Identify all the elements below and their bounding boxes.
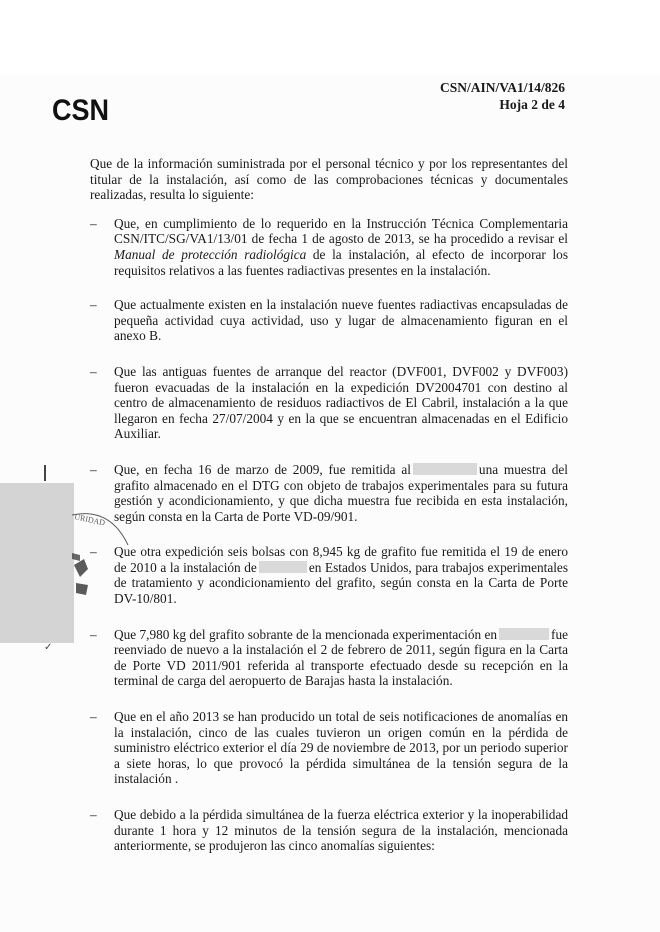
list-dash: – [90, 709, 97, 725]
redacted-margin-block [0, 483, 74, 643]
list-item: – Que, en cumplimiento de lo requerido en la Instrucción Técnica Complementaria CSN/ITC/SG/VA1/13/01 de fecha 1 de agosto de 2013, se ha procedido a revisar el Manual de protección radiológica de la instalación, al efecto de incorporar los requisitos relativos a las fuentes radiactivas presentes en la instalación. [90, 215, 568, 278]
csn-logo: CSN [52, 94, 110, 127]
list-item: – Que actualmente existen en la instalación nueve fuentes radiactivas encapsuladas de pequeña actividad cuya actividad, uso y lugar de almacenamiento figuran en el anexo B. [90, 297, 568, 344]
list-dash: – [90, 461, 97, 477]
list-item: – Que, en fecha 16 de marzo de 2009, fue remitida al una muestra del grafito almacenado en el DTG con objeto de trabajos experimentales para su futura gestión y acondicionamiento, y que dicha muestra fue recibida en esta instalación, según consta en la Carta de Porte VD-09/901. [90, 461, 568, 524]
manual-title: Manual de protección radiológica [114, 246, 307, 262]
list-dash: – [90, 215, 97, 231]
list-dash: – [90, 363, 97, 379]
seal-text: URIDAD [73, 512, 106, 528]
list-item: – Que en el año 2013 se han producido un total de seis notificaciones de anomalías en la instalación, cinco de las cuales tuvieron un origen común en la pérdida de suministro eléctrico exterior el día 29 de noviembre de 2013, por un periodo superior a siete horas, lo que provocó la pérdida simultánea de la tensión segura de la instalación . [90, 709, 568, 787]
list-dash: – [90, 807, 97, 822]
list-item: – Que 7,980 kg del grafito sobrante de la mencionada experimentación en fue reenviado de nuevo a la instalación el 2 de febrero de 2011, según figura en la Carta de Porte VD 2011/901 referida al transporte efectuado desde su recepción en la terminal de carga del aeropuerto de Barajas hasta la instalación. [90, 626, 568, 689]
list-dash: – [90, 626, 97, 642]
margin-mark [44, 465, 46, 481]
list-dash: – [90, 544, 97, 560]
list-item: – Que debido a la pérdida simultánea de la fuerza eléctrica exterior y la inoperabilidad durante 1 hora y 12 minutos de la tensión segura de la instalación, mencionada anteriormente, se produjeron las cinco anomalías siguientes: [90, 807, 568, 854]
intro-paragraph: Que de la información suministrada por el personal técnico y por los representantes del titular de la instalación, así como de las comprobaciones técnicas y documentales realizadas, resulta lo siguiente: [90, 156, 568, 203]
margin-check-mark: ✓ [44, 642, 53, 653]
list-item: – Que otra expedición seis bolsas con 8,945 kg de grafito fue remitida el 19 de enero de 2010 a la instalación de en Estados Unidos, para trabajos experimentales de tratamiento y acondicionamiento del grafito, según consta en la Carta de Porte DV-10/801. [90, 544, 568, 607]
redacted-text [499, 628, 549, 640]
redacted-text [259, 561, 307, 573]
document-body [90, 156, 568, 854]
page-number: Hoja 2 de 4 [499, 97, 565, 112]
reference-number: CSN/AIN/VA1/14/826 [439, 80, 565, 95]
document-reference [440, 79, 565, 113]
redacted-text [413, 463, 477, 475]
list-dash: – [90, 297, 97, 313]
list-item: – Que las antiguas fuentes de arranque del reactor (DVF001, DVF002 y DVF003) fueron evacuadas de la instalación en la expedición DV2004701 con destino al centro de almacenamiento de residuos radiactivos de El Cabril, instalación a la que llegaron en fecha 27/07/2004 y en la que se encuentran almacenadas en el Edificio Auxiliar. [90, 363, 568, 442]
